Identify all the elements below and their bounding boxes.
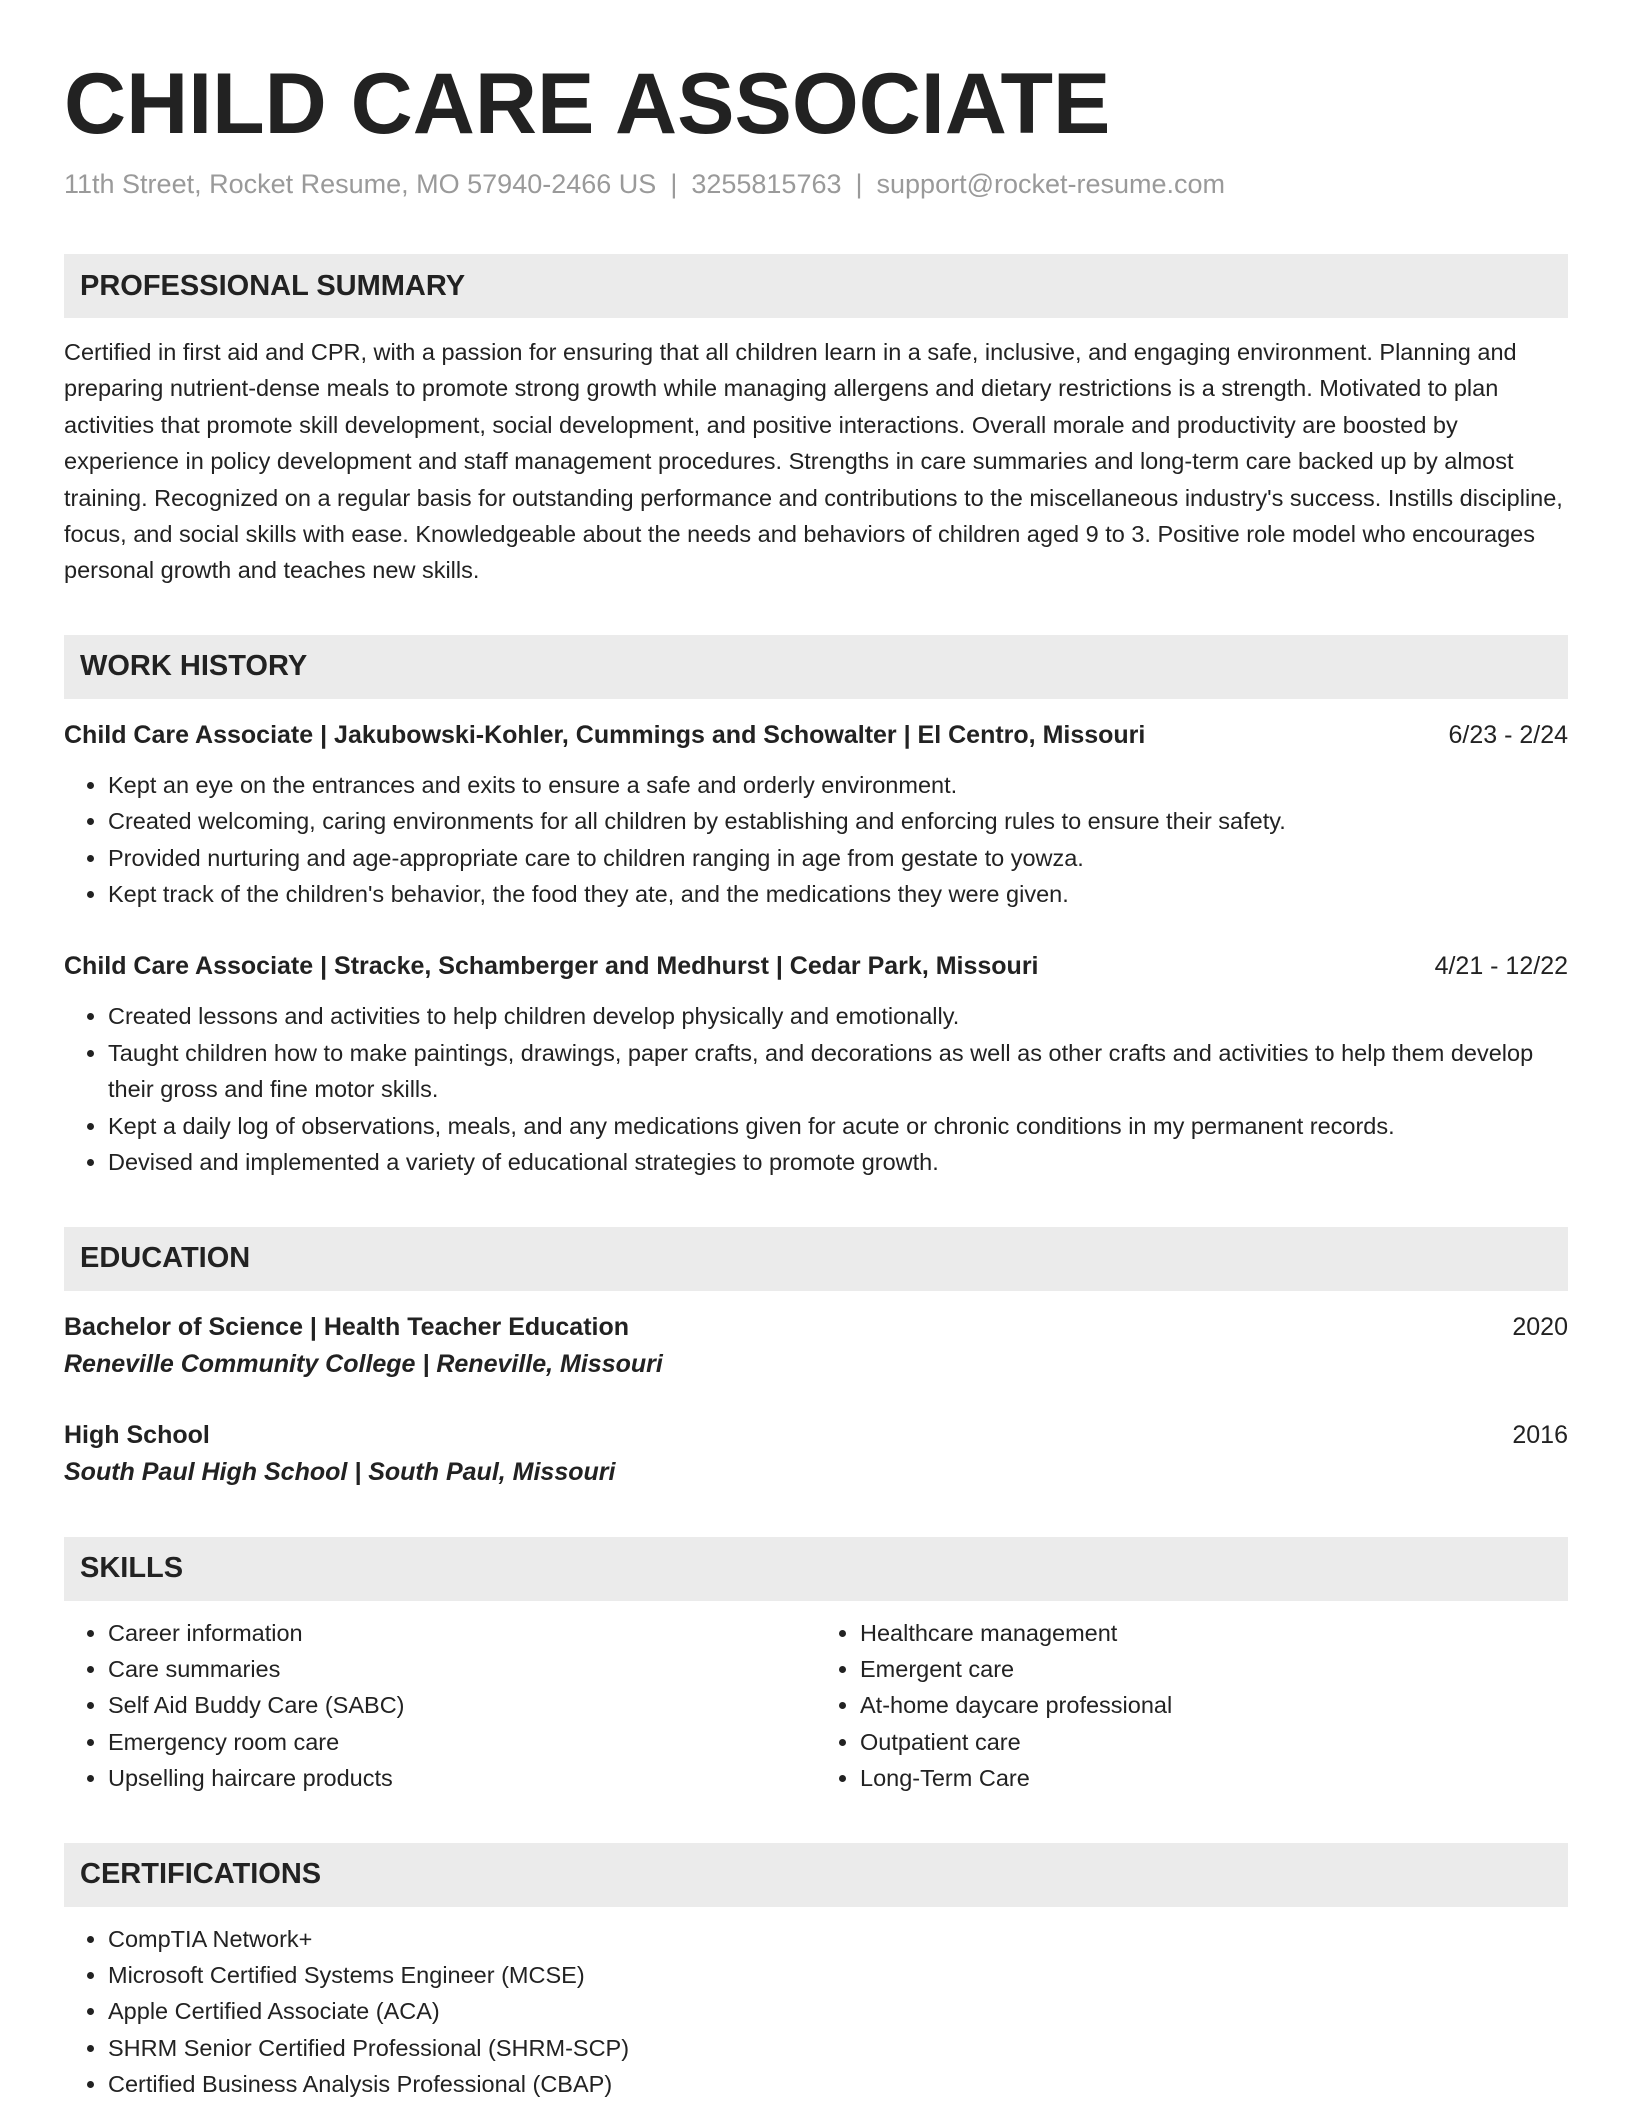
contact-email: support@rocket-resume.com (876, 169, 1226, 199)
education-header (64, 1417, 1568, 1453)
summary-text: Certified in first aid and CPR, with a passion for ensuring that all children learn in a safe, inclusive, and engaging environment. Planning and preparing nutrient-dense meals to promote strong growth while managing allergens and dietary restrictions is a strength. Motivated to plan activities that promote skill development, social development, and positive interactions. Overall morale and productivity are boosted by experience in policy development and staff management procedures. Strengths in care summaries and long-term care backed up by almost training. Recognized on a regular basis for outstanding performance and contributions to the miscellaneous industry's success. Instills discipline, focus, and social skills with ease. Knowledgeable about the needs and behaviors of children aged 9 to 3. Positive role model who encourages personal growth and teaches new skills. (64, 339, 1563, 584)
job-duty: • Devised and implemented a variety of educational strategies to promote growth. (108, 1144, 1568, 1180)
job-dates: 4/21 - 12/22 (1434, 952, 1568, 981)
certification-item: • Apple Certified Associate (ACA) (108, 1993, 1568, 2029)
skills-column-right (816, 1615, 1568, 1797)
skills-list (64, 1615, 1568, 1797)
contact-separator: | (855, 169, 863, 199)
skill-item: • Outpatient care (860, 1724, 1568, 1760)
job-duties (64, 767, 1568, 913)
education-school: Reneville Community College | Reneville, Missouri (64, 1349, 663, 1378)
contact-phone: 3255815763 (691, 169, 842, 199)
certifications-items (64, 1921, 1568, 2103)
certifications-list (64, 1921, 1568, 2103)
job-duty: • Created welcoming, caring environments for all children by establishing and enforcing rules to ensure their safety. (108, 803, 1568, 839)
skill-item: • Healthcare management (860, 1615, 1568, 1651)
job-duty: • Kept a daily log of observations, meals, and any medications given for acute or chronic conditions in my permanent records. (108, 1108, 1568, 1144)
education-year: 2020 (1512, 1312, 1568, 1341)
skill-item: • Self Aid Buddy Care (SABC) (108, 1687, 816, 1723)
education-entry (64, 1417, 1568, 1491)
job-duty: • Created lessons and activities to help children develop physically and emotionally. (108, 998, 1568, 1034)
job-duty: • Kept an eye on the entrances and exits to ensure a safe and orderly environment. (108, 767, 1568, 803)
job-duty: • Taught children how to make paintings, drawings, paper crafts, and decorations as well as other crafts and activities to help them develop their gross and fine motor skills. (108, 1035, 1568, 1108)
candidate-name: CHILD CARE ASSOCIATE (64, 56, 1111, 152)
skill-item: • Care summaries (108, 1651, 816, 1687)
certification-item: • Certified Business Analysis Professional (CBAP) (108, 2066, 1568, 2102)
job-title: Child Care Associate | Stracke, Schamberger and Medhurst | Cedar Park, Missouri (64, 952, 1039, 981)
education-header (64, 1309, 1568, 1345)
education-degree: Bachelor of Science | Health Teacher Education (64, 1312, 630, 1341)
certification-item: • Microsoft Certified Systems Engineer (MCSE) (108, 1957, 1568, 1993)
skills-column-left (64, 1615, 816, 1797)
section-heading-certifications: CERTIFICATIONS (64, 1843, 1568, 1907)
section-heading-skills: SKILLS (64, 1537, 1568, 1601)
education-entry (64, 1309, 1568, 1383)
contact-address: 11th Street, Rocket Resume, MO 57940-2466 US (64, 169, 657, 199)
education-year: 2016 (1512, 1420, 1568, 1449)
job-header (64, 948, 1568, 984)
job-dates: 6/23 - 2/24 (1448, 720, 1568, 749)
section-heading-education: EDUCATION (64, 1227, 1568, 1291)
education-degree: High School (64, 1420, 210, 1449)
job-entry (64, 948, 1568, 1180)
job-header (64, 717, 1568, 753)
job-entry (64, 717, 1568, 913)
skill-item: • Upselling haircare products (108, 1760, 816, 1796)
contact-line (64, 166, 1568, 202)
section-heading-summary: PROFESSIONAL SUMMARY (64, 254, 1568, 318)
skill-item: • Emergency room care (108, 1724, 816, 1760)
education-school: South Paul High School | South Paul, Missouri (64, 1457, 616, 1486)
skill-item: • Career information (108, 1615, 816, 1651)
job-title: Child Care Associate | Jakubowski-Kohler, Cummings and Schowalter | El Centro, Missouri (64, 720, 1146, 749)
skill-item: • At-home daycare professional (860, 1687, 1568, 1723)
skill-item: • Emergent care (860, 1651, 1568, 1687)
skill-item: • Long-Term Care (860, 1760, 1568, 1796)
section-heading-work-history: WORK HISTORY (64, 635, 1568, 699)
job-duty: • Provided nurturing and age-appropriate care to children ranging in age from gestate to yowza. (108, 840, 1568, 876)
certification-item: • CompTIA Network+ (108, 1921, 1568, 1957)
job-duty: • Kept track of the children's behavior, the food they ate, and the medications they were given. (108, 876, 1568, 912)
contact-separator: | (670, 169, 678, 199)
job-duties (64, 998, 1568, 1180)
certification-item: • SHRM Senior Certified Professional (SHRM-SCP) (108, 2030, 1568, 2066)
